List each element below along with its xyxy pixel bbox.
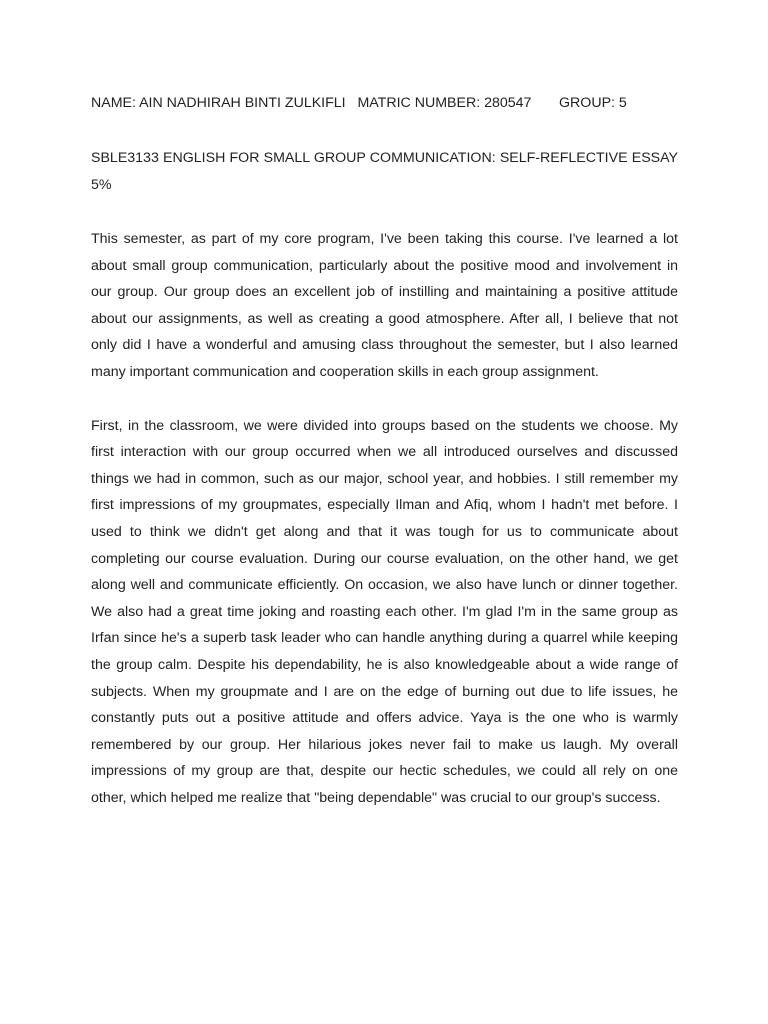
student-info-line: NAME: AIN NADHIRAH BINTI ZULKIFLI MATRIC NUMBER: 280547 GROUP: 5: [91, 95, 627, 111]
paragraph-intro: This semester, as part of my core program, I've been taking this course. I've learned a lot about small group communication, particularly about the positive mood and involvement in our group. Our group does an excellent job of instilling and maintaining a positive attitude about our assignments, as well as creating a good atmosphere. After all, I believe that not only did I have a wonderful and amusing class throughout the semester, but I also learned many important communication and cooperation skills in each group assignment.: [91, 231, 678, 380]
document-body: [91, 90, 678, 811]
paragraph-first-impressions: First, in the classroom, we were divided into groups based on the students we choose. My first interaction with our group occurred when we all introduced ourselves and discussed things we had in common, such as our major, school year, and hobbies. I still remember my first impressions of my groupmates, especially Ilman and Afiq, whom I hadn't met before. I used to think we didn't get along and that it was tough for us to communicate about completing our course evaluation. During our course evaluation, on the other hand, we get along well and communicate efficiently. On occasion, we also have lunch or dinner together. We also had a great time joking and roasting each other. I'm glad I'm in the same group as Irfan since he's a superb task leader who can handle anything during a quarrel while keeping the group calm. Despite his dependability, he is also knowledgeable about a wide range of subjects. When my groupmate and I are on the edge of burning out due to life issues, he constantly puts out a positive attitude and offers advice. Yaya is the one who is warmly remembered by our group. Her hilarious jokes never fail to make us laugh. My overall impressions of my group are that, despite our hectic schedules, we could all rely on one other, which helped me realize that "being dependable" was crucial to our group's success.: [91, 417, 678, 806]
essay-title: SBLE3133 ENGLISH FOR SMALL GROUP COMMUNICATION: SELF-REFLECTIVE ESSAY 5%: [91, 150, 678, 193]
